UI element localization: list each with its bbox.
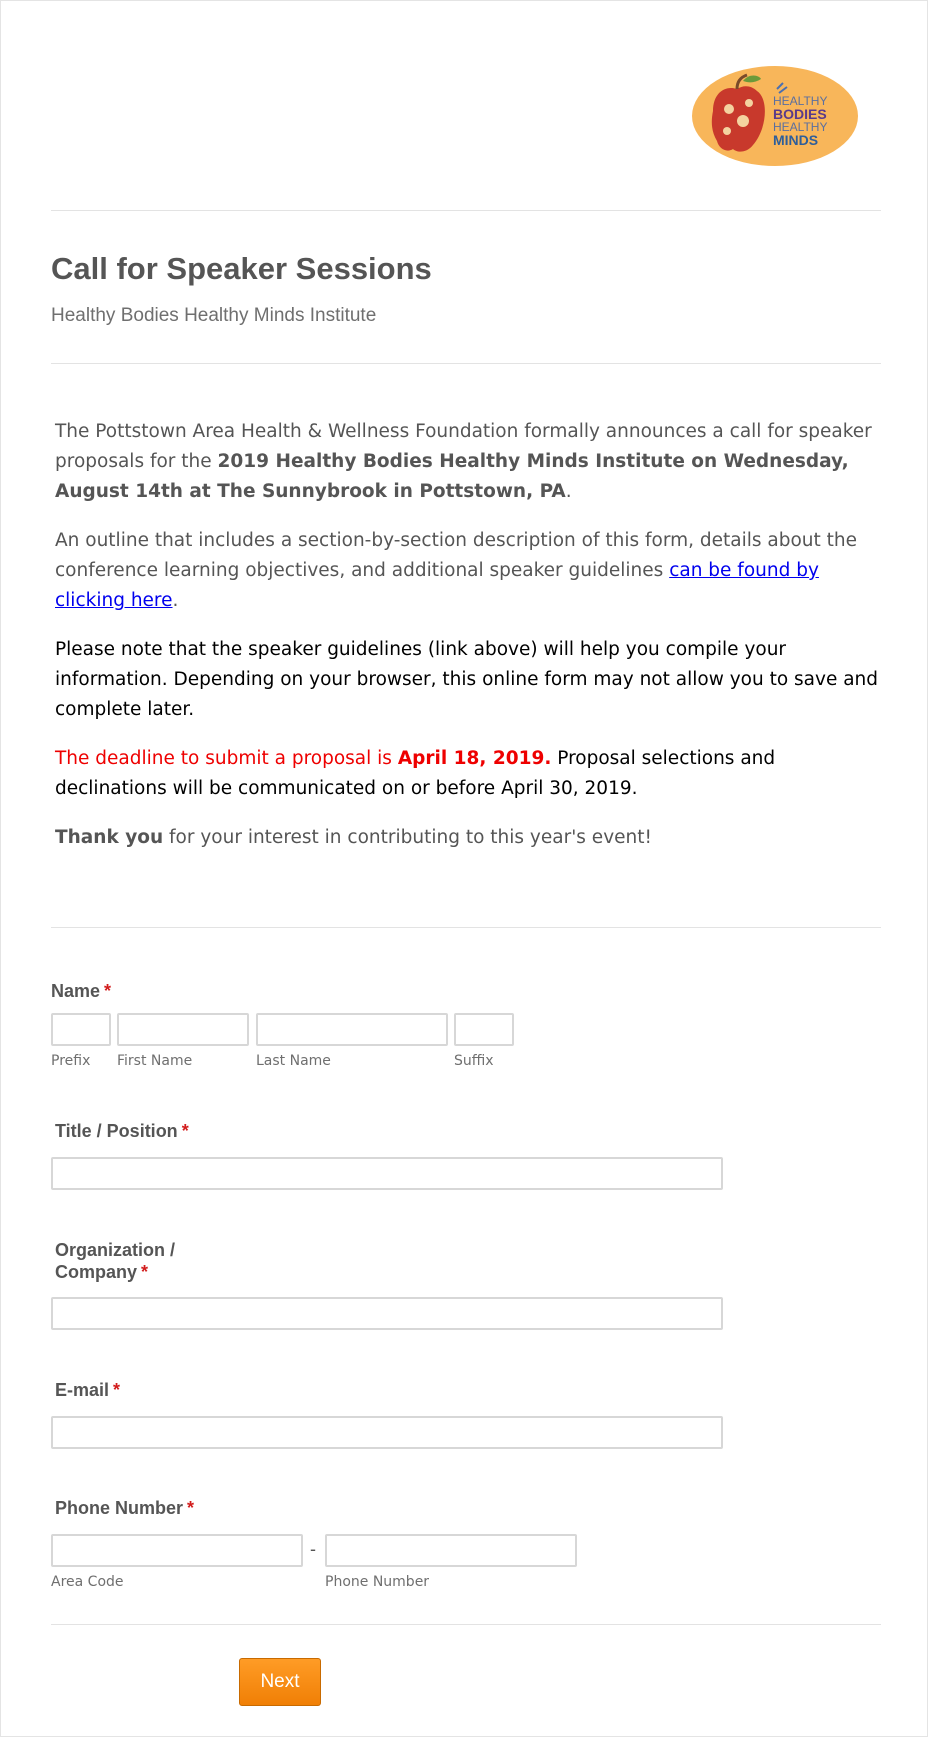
name-prefix-input[interactable] — [51, 1013, 111, 1046]
divider — [51, 363, 881, 364]
area-code-sublabel: Area Code — [51, 1574, 124, 1590]
last-name-input[interactable] — [256, 1013, 448, 1046]
healthy-bodies-healthy-minds-logo — [691, 63, 859, 169]
svg-text:HEALTHY: HEALTHY — [773, 120, 828, 134]
intro-paragraph-3: Please note that the speaker guidelines (link above) will help you compile your information. Depending on your browser, this online form may not allow you to save and complete later. — [55, 639, 879, 720]
divider — [51, 210, 881, 211]
intro-text — [55, 417, 885, 872]
title-position-input[interactable] — [51, 1157, 723, 1190]
required-asterisk: * — [113, 1380, 121, 1400]
divider — [51, 927, 881, 928]
required-asterisk: * — [104, 981, 112, 1001]
phone-area-code-input[interactable] — [51, 1534, 303, 1567]
page-title: Call for Speaker Sessions — [51, 251, 432, 286]
organization-input[interactable] — [51, 1297, 723, 1330]
svg-text:HEALTHY: HEALTHY — [773, 94, 828, 108]
email-label: E-mail * — [55, 1380, 121, 1400]
intro-paragraph-1: The Pottstown Area Health & Wellness Foundation formally announces a call for speaker proposals for the 2019 Healthy Bodies Healthy Minds Institute on Wednesday, August 14th at The Sunnybrook in Pottstown, PA. — [55, 421, 872, 502]
divider — [51, 1624, 881, 1625]
phone-number-sublabel: Phone Number — [325, 1574, 430, 1590]
svg-text:MINDS: MINDS — [773, 132, 819, 148]
thank-you-paragraph: Thank you for your interest in contributing to this year's event! — [55, 827, 652, 848]
title-position-label: Title / Position * — [55, 1121, 189, 1141]
name-suffix-input[interactable] — [454, 1013, 514, 1046]
phone-separator: - — [310, 1539, 316, 1559]
phone-number-input[interactable] — [325, 1534, 577, 1567]
last-name-sublabel: Last Name — [256, 1053, 331, 1069]
first-name-input[interactable] — [117, 1013, 249, 1046]
prefix-sublabel: Prefix — [51, 1053, 91, 1069]
suffix-sublabel: Suffix — [454, 1053, 494, 1069]
email-input[interactable] — [51, 1416, 723, 1449]
next-button[interactable]: Next — [239, 1658, 321, 1706]
guidelines-link[interactable]: can be found by clicking here — [55, 560, 819, 611]
page-subtitle: Healthy Bodies Healthy Minds Institute — [51, 305, 377, 326]
required-asterisk: * — [187, 1498, 195, 1518]
intro-paragraph-2: An outline that includes a section-by-section description of this form, details about the conference learning objectives, and additional speaker guidelines can be found by clicking here. — [55, 530, 858, 611]
name-label: Name * — [51, 981, 112, 1001]
first-name-sublabel: First Name — [117, 1053, 193, 1069]
required-asterisk: * — [141, 1262, 149, 1282]
phone-label: Phone Number * — [55, 1498, 195, 1518]
organization-label: Organization / Company * — [55, 1240, 176, 1282]
deadline-paragraph: The deadline to submit a proposal is April 18, 2019. Proposal selections and declinations will be communicated on or before April 30, 2019. — [55, 748, 776, 799]
svg-text:BODIES: BODIES — [773, 106, 827, 122]
required-asterisk: * — [181, 1121, 189, 1141]
